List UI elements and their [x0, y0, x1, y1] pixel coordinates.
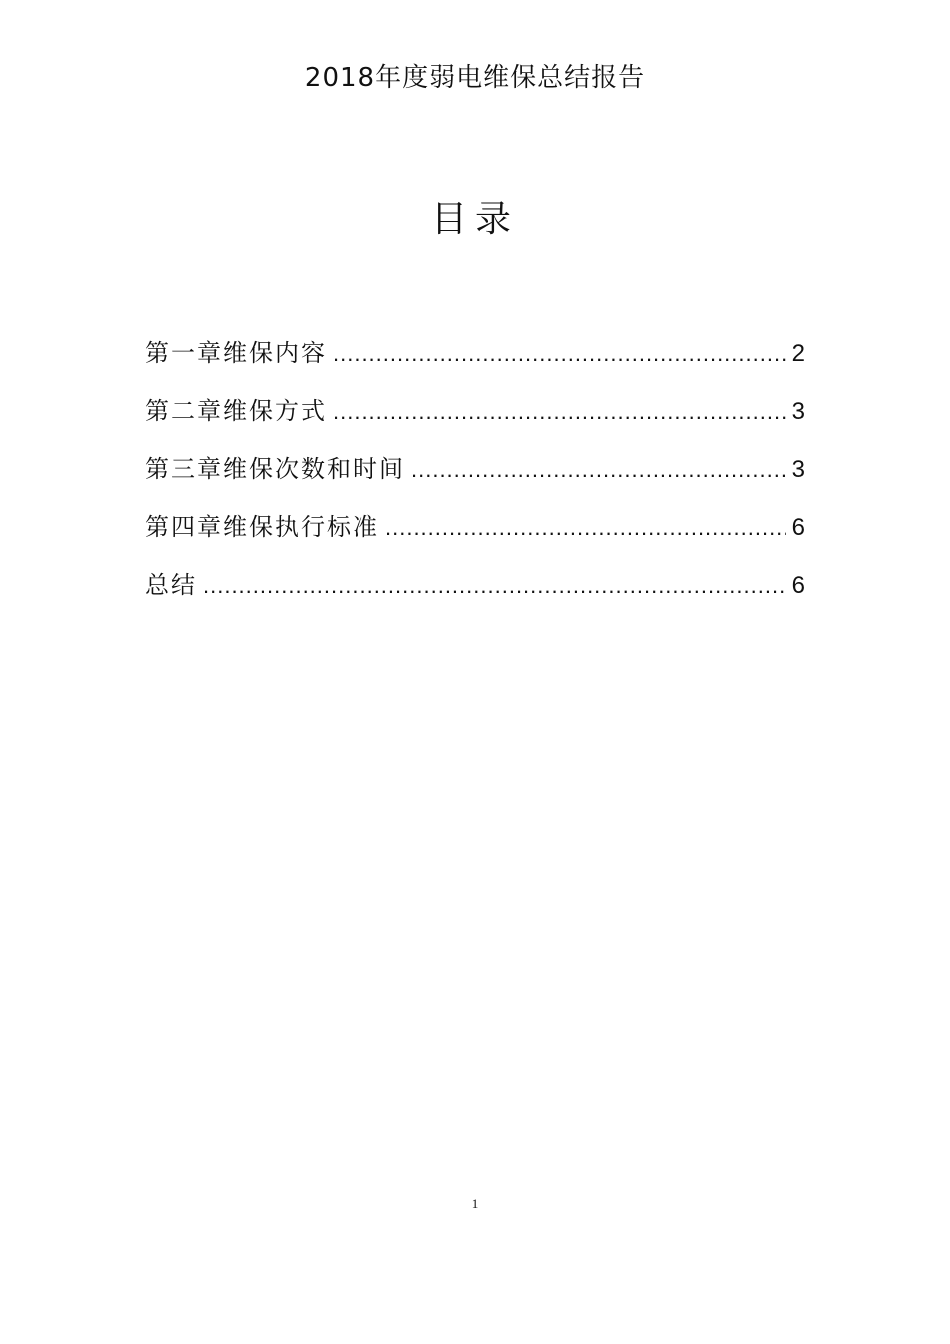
toc-entry-page: 3	[791, 456, 805, 483]
toc-entry-page: 6	[791, 572, 805, 599]
toc-entry-page: 6	[791, 514, 805, 541]
page-number: 1	[471, 1196, 479, 1211]
toc-entry-page: 3	[791, 398, 805, 425]
toc-entry-chapter-2[interactable]	[145, 394, 805, 452]
toc-entry-label: 第一章维保内容	[145, 339, 327, 367]
toc-entry-chapter-1[interactable]	[145, 336, 805, 394]
toc-dot-leader	[333, 337, 786, 371]
toc-entry-page: 2	[791, 340, 805, 367]
toc-entry-summary[interactable]	[145, 568, 805, 626]
toc-dot-leader	[411, 453, 786, 487]
table-of-contents	[145, 336, 805, 626]
toc-entry-label: 第三章维保次数和时间	[145, 455, 405, 483]
document-header-title: 2018年度弱电维保总结报告	[304, 63, 646, 93]
toc-dot-leader	[333, 395, 786, 429]
toc-dot-leader	[385, 511, 786, 545]
toc-entry-chapter-3[interactable]	[145, 452, 805, 510]
toc-entry-label: 第四章维保执行标准	[145, 513, 379, 541]
toc-title: 目录	[430, 199, 519, 240]
toc-entry-label: 总结	[145, 571, 197, 599]
toc-entry-chapter-4[interactable]	[145, 510, 805, 568]
toc-dot-leader	[203, 569, 786, 603]
toc-entry-label: 第二章维保方式	[145, 397, 327, 425]
